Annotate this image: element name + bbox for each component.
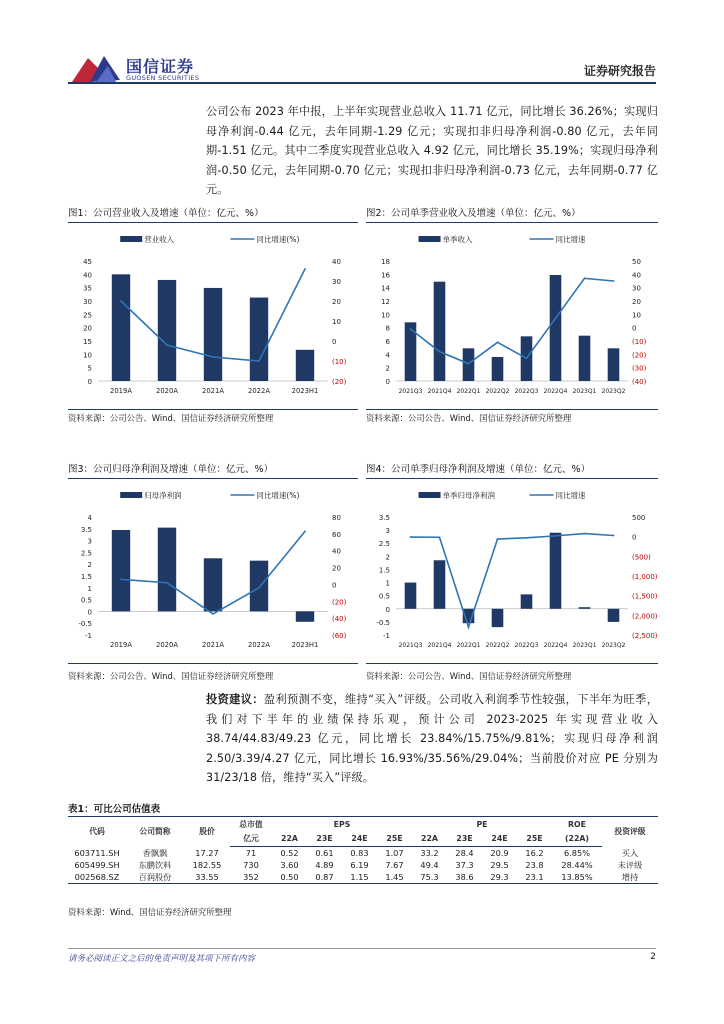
table-cell: 6.19: [350, 860, 369, 870]
left-tick-label: 0: [87, 608, 92, 617]
figure-source: 资料来源：公司公告、Wind、国信证券经济研究所整理: [366, 671, 572, 681]
bar: [112, 274, 130, 381]
left-tick-label: 2.5: [80, 549, 92, 558]
figure-source: 资料来源：公司公告、Wind、国信证券经济研究所整理: [366, 413, 572, 423]
category-label: 2019A: [110, 641, 132, 649]
bar: [204, 288, 222, 381]
table-cell: 603711.SH: [74, 847, 120, 858]
left-tick-label: 45: [83, 258, 92, 266]
figure-2: [366, 206, 658, 222]
bar: [158, 280, 176, 381]
table-cell: 38.6: [447, 871, 482, 884]
growth-point: [120, 578, 122, 580]
bar: [492, 609, 504, 627]
left-tick-label: 0: [87, 378, 92, 386]
category-label: 2021A: [202, 387, 224, 395]
table-title: 表1：可比公司估值表: [68, 804, 161, 815]
category-label: 2021Q3: [398, 388, 423, 395]
left-tick-label: 12: [381, 298, 390, 306]
right-tick-label: 0: [632, 324, 637, 333]
right-tick-label: 30: [332, 278, 341, 286]
category-label: 2021Q4: [427, 388, 452, 395]
category-label: 2019A: [110, 387, 132, 395]
table-cell: 香飘飘: [142, 847, 168, 858]
left-tick-label: 4: [385, 351, 390, 360]
col-roe: ROE: [552, 817, 602, 832]
col-price: 股价: [184, 817, 230, 847]
legend-bar-swatch: [120, 236, 142, 242]
table-cell: 17.27: [195, 847, 219, 858]
table-cell: 百润股份: [126, 871, 184, 884]
category-label: 2021Q4: [427, 642, 452, 649]
table-cell: 23.8: [525, 860, 544, 870]
footer-disclaimer: 请务必阅读正文之后的免责声明及其项下所有内容: [68, 954, 256, 964]
report-type-label: 证券研究报告: [583, 64, 656, 78]
left-tick-label: 16: [381, 271, 390, 280]
header-divider: [68, 82, 656, 84]
bar: [579, 607, 591, 609]
category-label: 2021A: [202, 641, 224, 649]
category-label: 2023Q2: [601, 642, 626, 649]
col-year: 22A: [272, 832, 307, 847]
table-cell: 49.4: [420, 860, 439, 870]
right-tick-label: (40): [332, 615, 347, 624]
table-cell: 37.3: [455, 860, 474, 870]
category-label: 2023H1: [291, 641, 319, 649]
figure-title: 图4：公司单季归母净利润及增速（单位：亿元、%）: [366, 464, 591, 475]
col-year: 23E: [447, 832, 482, 847]
table-cell: 28.4: [455, 848, 474, 858]
footer-divider: [68, 948, 656, 949]
right-tick-label: (1,500): [632, 592, 658, 601]
right-tick-label: 80: [332, 514, 341, 522]
col-eps: EPS: [272, 817, 412, 832]
right-tick-label: (2,500): [632, 632, 658, 640]
table-cell: 605499.SH: [74, 860, 120, 870]
bar: [550, 275, 562, 381]
right-tick-label: (10): [332, 358, 347, 366]
table-cell: 13.85%: [552, 871, 602, 884]
figure-4: [366, 462, 658, 478]
growth-point: [304, 530, 306, 532]
growth-point: [304, 268, 306, 270]
left-tick-label: -1: [383, 632, 390, 640]
category-label: 2023Q1: [572, 642, 597, 649]
col-mcap-unit: 亿元: [230, 832, 272, 847]
category-label: 2022Q1: [456, 642, 481, 649]
right-tick-label: 0: [632, 533, 637, 542]
table-row: [68, 859, 658, 871]
left-tick-label: 1: [385, 579, 390, 588]
left-tick-label: 20: [83, 324, 92, 333]
left-tick-label: 0.5: [378, 592, 390, 601]
right-tick-label: (40): [632, 378, 647, 386]
category-label: 2022Q2: [485, 388, 510, 395]
table-cell: 6.85%: [563, 848, 590, 858]
bar: [608, 348, 620, 381]
growth-point: [613, 535, 615, 537]
table-cell: 买入: [621, 847, 639, 858]
category-label: 2023H1: [291, 387, 319, 395]
chart-net-profit: [68, 479, 358, 663]
legend-bar-label: 归母净利润: [144, 491, 182, 500]
bar: [492, 357, 504, 381]
figure-title: 图3：公司归母净利润及增速（单位：亿元、%）: [68, 464, 274, 475]
col-year: (22A): [552, 832, 602, 847]
left-tick-label: 15: [83, 338, 92, 346]
right-tick-label: (60): [332, 632, 347, 640]
table-cell: 未评级: [617, 860, 643, 870]
col-year: 22A: [412, 832, 447, 847]
table-cell: 0.83: [350, 848, 369, 858]
left-tick-label: 3.5: [378, 514, 390, 522]
growth-point: [526, 357, 528, 359]
chart-quarterly-revenue: [366, 223, 658, 409]
left-tick-label: 2: [87, 561, 92, 570]
category-label: 2020A: [156, 387, 178, 395]
left-tick-label: 1: [87, 584, 92, 593]
logo: [70, 52, 210, 90]
bar: [521, 594, 533, 608]
figure-source: 资料来源：公司公告、Wind、国信证券经济研究所整理: [68, 413, 274, 423]
col-year: 23E: [307, 832, 342, 847]
growth-point: [439, 536, 441, 538]
col-rating: 投资评级: [602, 817, 658, 847]
figure-source: 资料来源：公司公告、Wind、国信证券经济研究所整理: [68, 671, 274, 681]
category-label: 2022Q2: [485, 642, 510, 649]
col-year: 24E: [482, 832, 517, 847]
bar: [250, 561, 268, 612]
growth-point: [439, 351, 441, 353]
table-cell: 东鹏饮料: [138, 860, 172, 870]
advice-lead: 投资建议：: [206, 693, 264, 706]
valuation-table: [68, 816, 658, 884]
right-tick-label: (30): [632, 364, 647, 373]
right-tick-label: 20: [332, 298, 341, 306]
left-tick-label: 3.5: [80, 525, 92, 534]
table-cell: 0.50: [272, 871, 307, 884]
right-tick-label: 50: [632, 258, 641, 266]
right-tick-label: 30: [632, 284, 641, 293]
table-cell: 71: [245, 848, 257, 858]
left-tick-label: 0: [385, 378, 390, 386]
table-cell: 29.3: [482, 871, 517, 884]
col-year: 25E: [377, 832, 412, 847]
col-pe: PE: [412, 817, 552, 832]
growth-point: [166, 582, 168, 584]
growth-point: [212, 613, 214, 615]
col-year: 25E: [517, 832, 552, 847]
left-tick-label: -0.5: [376, 618, 390, 627]
left-tick-label: 1.5: [80, 573, 92, 581]
growth-point: [166, 344, 168, 346]
category-label: 2022Q3: [514, 388, 539, 395]
legend-bar-label: 单季归母净利润: [442, 491, 496, 500]
bar: [405, 322, 417, 381]
legend-line-label: 同比增速(%): [256, 235, 300, 244]
category-label: 2022A: [248, 387, 270, 395]
category-label: 2023Q2: [601, 388, 626, 395]
col-name: 公司简称: [126, 817, 184, 847]
right-tick-label: 40: [632, 271, 641, 280]
category-label: 2022Q3: [514, 642, 539, 649]
legend-line-label: 同比增速(%): [256, 491, 300, 500]
growth-point: [410, 328, 412, 330]
advice-body: 盈利预测不变，维持“买入”评级。公司收入利润季节性较强，下半年为旺季，我们对下半年的业绩保持乐观，预计公司 2023-2025 年实现营业收入 38.74/44.83/49.23 亿元，同比增长 23.84%/15.75%/9.81%；实现归母净利润 2.50/3.39/4.27 亿元，同比增长 16.93%/35.56%/29.04%；当前股价对应 PE 分别为 31/23/18 倍，维持“买入”评级。: [206, 693, 658, 785]
bar: [434, 282, 446, 381]
left-tick-label: 35: [83, 284, 92, 293]
left-tick-label: 18: [381, 258, 390, 266]
right-tick-label: 0: [332, 338, 337, 346]
right-tick-label: (20): [332, 378, 347, 386]
left-tick-label: 1.5: [378, 566, 390, 575]
logo-text-cn: 国信证券: [126, 57, 195, 76]
table-cell: 3.60: [280, 860, 299, 870]
category-label: 2020A: [156, 641, 178, 649]
left-tick-label: 0.5: [80, 596, 92, 605]
page-number: 2: [650, 952, 656, 962]
table-cell: 4.89: [315, 860, 334, 870]
legend-line-label: 同比增速: [555, 235, 586, 244]
growth-point: [497, 538, 499, 540]
figure-title: 图2：公司单季营业收入及增速（单位：亿元、%）: [366, 208, 581, 219]
right-tick-label: (20): [332, 598, 347, 607]
table-cell: 182.55: [192, 860, 222, 870]
left-tick-label: 2.5: [378, 540, 390, 549]
table-cell: 33.2: [420, 848, 439, 858]
col-code: 代码: [68, 817, 126, 847]
table-cell: 75.3: [412, 871, 447, 884]
table-cell: 20.9: [490, 848, 509, 858]
right-tick-label: 10: [632, 311, 641, 320]
right-tick-label: 40: [332, 258, 341, 266]
growth-point: [584, 533, 586, 535]
growth-point: [468, 363, 470, 365]
left-tick-label: 30: [83, 298, 92, 306]
table-cell: 730: [243, 860, 259, 870]
left-tick-label: -0.5: [78, 620, 92, 629]
table-cell: 1.45: [377, 871, 412, 884]
table-cell: 23.1: [517, 871, 552, 884]
table-cell: 33.55: [184, 871, 230, 884]
left-tick-label: 40: [83, 271, 92, 280]
left-tick-label: 25: [83, 311, 92, 320]
left-tick-label: 2: [385, 553, 390, 562]
growth-point: [584, 277, 586, 279]
left-tick-label: 14: [381, 284, 390, 293]
table-cell: 增持: [602, 871, 658, 884]
legend-bar-swatch: [419, 492, 441, 498]
right-tick-label: (20): [632, 351, 647, 360]
right-tick-label: (10): [632, 338, 647, 346]
bar: [550, 533, 562, 609]
growth-point: [258, 360, 260, 362]
growth-point: [613, 280, 615, 282]
right-tick-label: 10: [332, 318, 341, 326]
legend-bar-swatch: [120, 492, 142, 498]
left-tick-label: 5: [87, 364, 92, 373]
table-cell: 16.2: [525, 848, 544, 858]
table-cell: 28.44%: [561, 860, 593, 870]
col-mcap: 总市值: [230, 817, 272, 832]
bar: [204, 558, 222, 611]
left-tick-label: 3: [385, 527, 390, 536]
left-tick-label: 6: [385, 338, 390, 346]
table-row: [68, 871, 658, 884]
right-tick-label: (2,000): [632, 612, 658, 621]
figure-1: [68, 206, 358, 222]
category-label: 2022Q4: [543, 642, 568, 649]
right-tick-label: 20: [632, 298, 641, 306]
table-cell: 0.61: [315, 848, 334, 858]
legend-bar-label: 营业收入: [144, 235, 175, 244]
bar: [463, 348, 475, 381]
legend-line-label: 同比增速: [555, 491, 586, 500]
growth-point: [212, 356, 214, 358]
left-tick-label: 10: [381, 311, 390, 320]
table-cell: 1.15: [342, 871, 377, 884]
growth-point: [468, 626, 470, 628]
chart-quarterly-net-profit: [366, 479, 658, 663]
category-label: 2022A: [248, 641, 270, 649]
growth-point: [120, 300, 122, 302]
table-cell: 29.5: [490, 860, 509, 870]
growth-point: [258, 587, 260, 589]
growth-point: [555, 535, 557, 537]
bar: [250, 298, 268, 381]
bar: [112, 530, 130, 611]
table-cell: 0.52: [280, 848, 299, 858]
bar: [579, 336, 591, 381]
table-row: [68, 847, 658, 860]
right-tick-label: 60: [332, 530, 341, 539]
growth-point: [526, 537, 528, 539]
figure-3: [68, 462, 358, 478]
chart-revenue: [68, 223, 358, 409]
growth-point: [410, 536, 412, 538]
category-label: 2022Q1: [456, 388, 481, 395]
table-cell: 002568.SZ: [68, 871, 126, 884]
bar: [296, 350, 314, 381]
col-year: 24E: [342, 832, 377, 847]
left-tick-label: 0: [385, 605, 390, 614]
bar: [434, 560, 446, 609]
bar: [296, 611, 314, 621]
left-tick-label: -1: [85, 632, 92, 640]
legend-bar-label: 单季收入: [442, 235, 473, 244]
bar: [608, 609, 620, 622]
left-tick-label: 10: [83, 351, 92, 360]
guosen-logo-icon: [70, 52, 122, 86]
table-source: 资料来源：Wind、国信证券经济研究所整理: [68, 907, 232, 917]
right-tick-label: 500: [632, 514, 646, 522]
category-label: 2023Q1: [572, 388, 597, 395]
left-tick-label: 8: [385, 324, 390, 333]
table-cell: 1.07: [385, 848, 404, 858]
left-tick-label: 4: [87, 514, 92, 522]
bar: [158, 528, 176, 612]
left-tick-label: 3: [87, 537, 92, 546]
summary-paragraph: 公司公布 2023 年中报，上半年实现营业总收入 11.71 亿元，同比增长 36.26%；实现归母净利润-0.44 亿元，去年同期-1.29 亿元；实现扣非归母净利润-0.80 亿元，去年同期-1.51 亿元。其中二季度实现营业总收入 4.92 亿元，同比增长 35.19%；实现归母净利润-0.50 亿元，去年同期-0.70 亿元；实现扣非归母净利润-0.73 亿元，去年同期-0.77 亿元。: [206, 105, 658, 197]
growth-point: [555, 317, 557, 319]
category-label: 2021Q3: [398, 642, 423, 649]
table-cell: 352: [230, 871, 272, 884]
growth-point: [497, 341, 499, 343]
right-tick-label: 20: [332, 564, 341, 573]
table-cell: 7.67: [385, 860, 404, 870]
category-label: 2022Q4: [543, 388, 568, 395]
table-cell: 0.87: [307, 871, 342, 884]
right-tick-label: (500): [632, 553, 651, 562]
legend-bar-swatch: [419, 236, 441, 242]
right-tick-label: 40: [332, 547, 341, 556]
figure-title: 图1：公司营业收入及增速（单位：亿元、%）: [68, 208, 264, 219]
logo-text-en: GUOSEN SECURITIES: [126, 74, 200, 82]
left-tick-label: 2: [385, 364, 390, 373]
right-tick-label: (1,000): [632, 573, 658, 581]
bar: [405, 583, 417, 609]
investment-advice-paragraph: [206, 690, 658, 788]
right-tick-label: 0: [332, 581, 337, 590]
